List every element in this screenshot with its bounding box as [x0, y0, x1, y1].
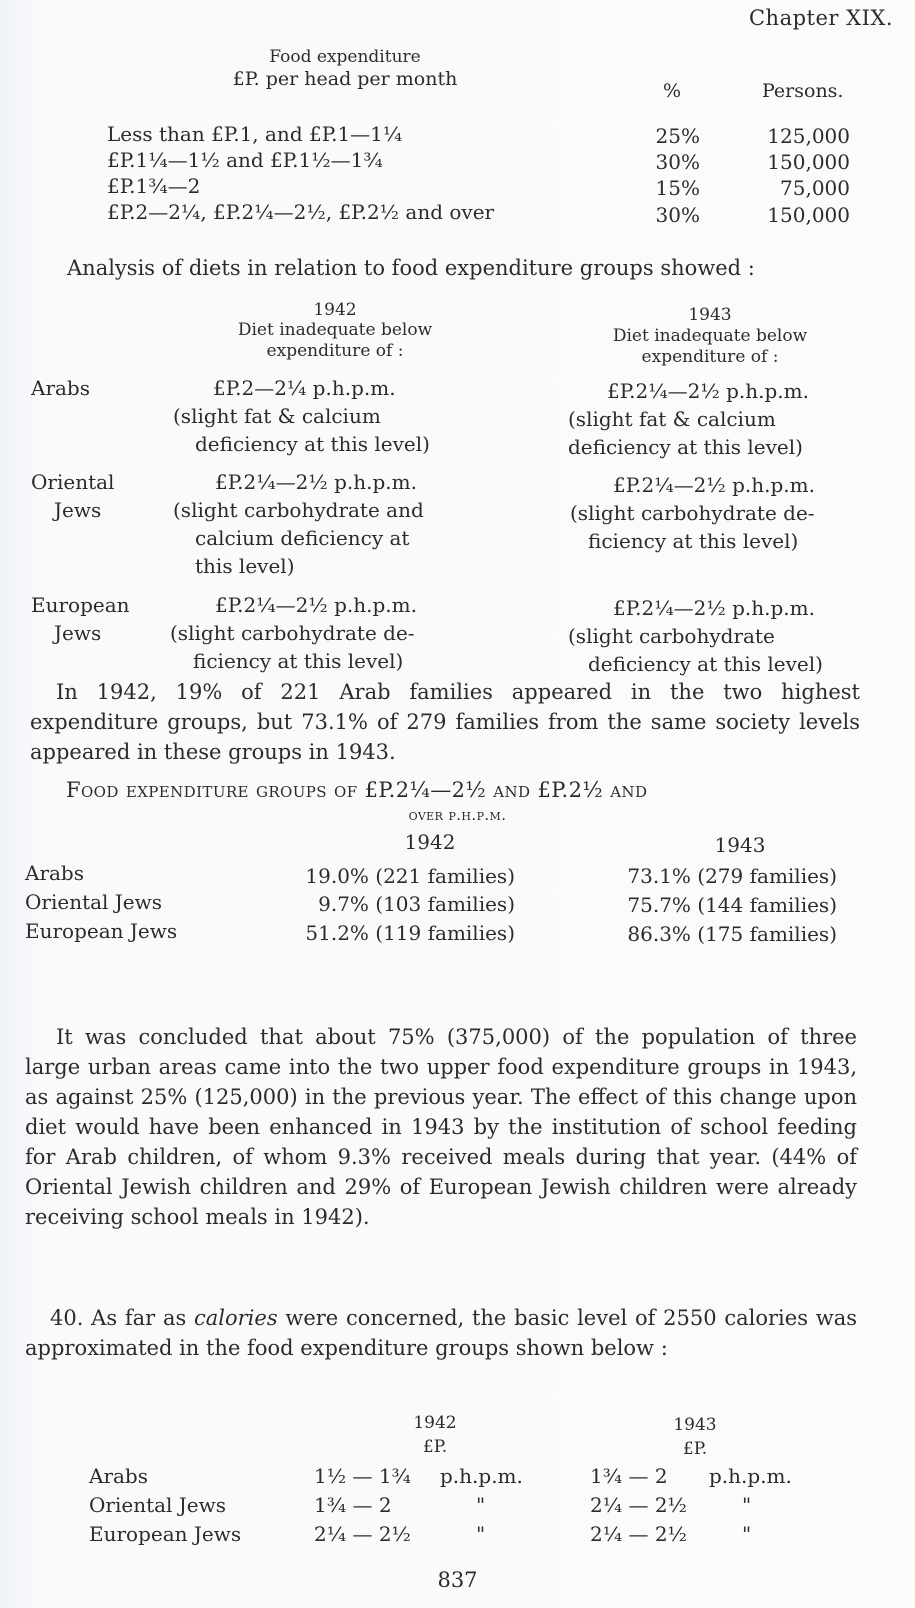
table-row-range: £P.1¼—1½ and £P.1½—1¾ — [107, 148, 383, 172]
range-1942: 1¾ — 2 — [314, 1493, 392, 1517]
table-title-line1: Food expenditure groups of £P.2¼—2½ and £P.2½ and — [66, 778, 648, 802]
group-label: Oriental Jews — [25, 890, 163, 914]
table-row-persons: 150,000 — [767, 203, 850, 227]
year-1942-header: 1942 — [313, 300, 357, 320]
group-label: European Jews — [25, 919, 178, 943]
table-row-percent: 30% — [655, 150, 700, 174]
col-header-expenditure-line1: Food expenditure — [269, 47, 421, 67]
table-row-persons: 75,000 — [780, 176, 850, 200]
value-1943: 75.7% (144 families) — [627, 893, 837, 917]
unit-1942: " — [476, 1493, 486, 1517]
note-1942: this level) — [195, 554, 295, 578]
col-header-persons: Persons. — [762, 80, 844, 102]
diet-analysis-intro: Analysis of diets in relation to food expenditure groups showed : — [67, 256, 755, 280]
group-label: Oriental Jews — [89, 1493, 227, 1517]
unit-1943-header: £P. — [682, 1439, 708, 1459]
group-label: Arabs — [89, 1464, 148, 1488]
group-label: Jews — [54, 621, 102, 645]
amount-1943: £P.2¼—2½ p.h.p.m. — [607, 379, 809, 403]
note-1943: deficiency at this level) — [588, 652, 823, 676]
table-row-percent: 25% — [655, 124, 700, 148]
note-1942: calcium deficiency at — [195, 526, 410, 550]
paragraph-1942-arab-families: In 1942, 19% of 221 Arab families appeared in the two highest expenditure groups, but 73.1% of 279 families from the same society levels appeared in these groups in 1943. — [30, 680, 860, 764]
group-label: Arabs — [31, 376, 90, 400]
year-1943-header: 1943 — [714, 833, 766, 857]
table-row-range: £P.2—2¼, £P.2¼—2½, £P.2½ and over — [107, 200, 495, 224]
note-1943: deficiency at this level) — [568, 435, 803, 459]
table-row-persons: 150,000 — [767, 150, 850, 174]
amount-1943: £P.2¼—2½ p.h.p.m. — [613, 596, 815, 620]
table-row-range: £P.1¾—2 — [107, 174, 201, 198]
note-1942: ficiency at this level) — [193, 649, 404, 673]
subheader-1942-line1: Diet inadequate below — [237, 320, 433, 340]
table-row-range: Less than £P.1, and £P.1—1¼ — [107, 122, 403, 146]
unit-1943: p.h.p.m. — [709, 1464, 792, 1488]
page-number: 837 — [437, 1568, 478, 1592]
note-1943: (slight fat & calcium — [568, 407, 776, 431]
range-1943: 2¼ — 2½ — [590, 1522, 687, 1546]
unit-1942: " — [476, 1522, 486, 1546]
subheader-1942-line2: expenditure of : — [266, 341, 404, 361]
table-title-line2: over p.h.p.m. — [408, 806, 507, 824]
note-1942: (slight fat & calcium — [173, 404, 381, 428]
note-1943: ficiency at this level) — [588, 529, 799, 553]
year-1942-header: 1942 — [413, 1413, 457, 1433]
note-1942: (slight carbohydrate and — [173, 498, 424, 522]
paragraph-conclusion: It was concluded that about 75% (375,000) of the population of three large urban areas came into the two upper food expenditure groups in 1943, as against 25% (125,000) in the previous year. The effect of this change upon diet would have been enhanced in 1943 by the institution of school feeding for Arab children, of whom 9.3% received meals during that year. (44% of Oriental Jewish children and 29% of European Jewish children were already receiving school meals in 1942). — [25, 1025, 857, 1229]
range-1943: 1¾ — 2 — [590, 1464, 668, 1488]
year-1943-header: 1943 — [688, 305, 732, 325]
unit-1942: p.h.p.m. — [440, 1464, 523, 1488]
unit-1943: " — [742, 1522, 752, 1546]
chapter-heading: Chapter XIX. — [748, 6, 893, 30]
amount-1942: £P.2¼—2½ p.h.p.m. — [215, 470, 417, 494]
range-1942: 2¼ — 2½ — [314, 1522, 411, 1546]
table-row-persons: 125,000 — [767, 124, 850, 148]
group-label: Jews — [54, 498, 102, 522]
value-1942: 51.2% (119 families) — [305, 921, 515, 945]
unit-1943: " — [742, 1493, 752, 1517]
year-1942-header: 1942 — [404, 830, 456, 854]
value-1943: 73.1% (279 families) — [627, 864, 837, 888]
group-label: European Jews — [89, 1522, 242, 1546]
amount-1943: £P.2¼—2½ p.h.p.m. — [613, 473, 815, 497]
range-1943: 2¼ — 2½ — [590, 1493, 687, 1517]
table-row-percent: 30% — [655, 203, 700, 227]
value-1943: 86.3% (175 families) — [627, 922, 837, 946]
note-1943: (slight carbohydrate de- — [570, 501, 815, 525]
subheader-1943-line1: Diet inadequate below — [612, 326, 808, 346]
year-1943-header: 1943 — [673, 1415, 717, 1435]
col-header-expenditure-line2: £P. per head per month — [232, 68, 458, 90]
col-header-percent: % — [663, 80, 682, 102]
paragraph-40-calories: 40. As far as calories were concerned, the basic level of 2550 calories was approximated in the food expenditure groups shown below : — [25, 1306, 858, 1360]
table-row-percent: 15% — [655, 176, 700, 200]
note-1943: (slight carbohydrate — [568, 624, 775, 648]
group-label: European — [31, 593, 130, 617]
range-1942: 1½ — 1¾ — [314, 1464, 411, 1488]
value-1942: 9.7% (103 families) — [318, 892, 515, 916]
subheader-1943-line2: expenditure of : — [641, 347, 779, 367]
note-1942: (slight carbohydrate de- — [170, 621, 415, 645]
group-label: Oriental — [31, 470, 115, 494]
group-label: Arabs — [25, 861, 84, 885]
unit-1942-header: £P. — [422, 1437, 448, 1457]
amount-1942: £P.2¼—2½ p.h.p.m. — [215, 593, 417, 617]
value-1942: 19.0% (221 families) — [305, 864, 515, 888]
note-1942: deficiency at this level) — [195, 432, 430, 456]
amount-1942: £P.2—2¼ p.h.p.m. — [213, 376, 396, 400]
